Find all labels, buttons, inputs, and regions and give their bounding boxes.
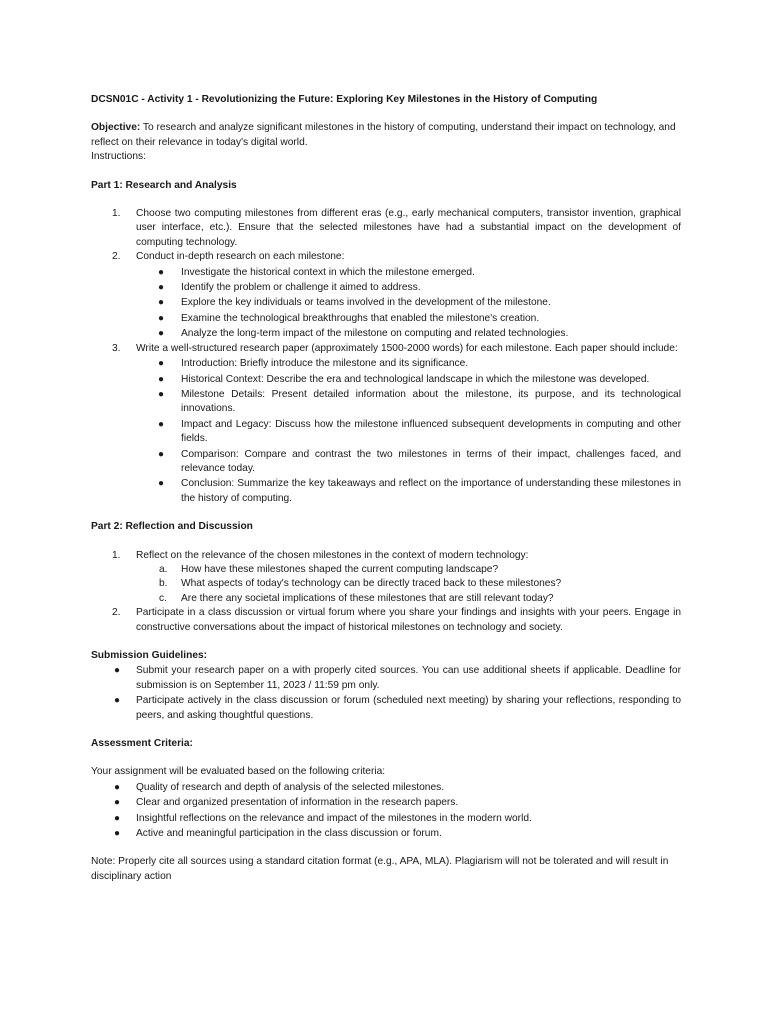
part2-item-text: Reflect on the relevance of the chosen milestones in the context of modern technology: — [136, 549, 529, 561]
submission-heading: Submission Guidelines: — [91, 650, 208, 661]
part2-list — [91, 549, 681, 635]
list-number: 1. — [112, 549, 121, 561]
list-item: ● Explore the key individuals or teams involved in the development of the milestone. — [136, 296, 681, 310]
bullet-list — [136, 357, 681, 506]
list-letter: a. — [159, 563, 168, 575]
bullet-icon: ● — [158, 266, 165, 278]
list-item: ● Participate actively in the class discussion or forum (scheduled next meeting) by sharing your reflections, responding to peers, and asking thoughtful questions. — [114, 695, 681, 721]
list-item: ● Insightful reflections on the relevance and impact of the milestones in the modern world. — [91, 812, 681, 826]
objective-text: To research and analyze significant milestones in the history of computing, understand their impact on technology, and reflect on their relevance in today's digital world. — [91, 122, 676, 148]
bullet-icon: ● — [114, 828, 121, 840]
bullet-icon: ● — [158, 282, 165, 294]
note-paragraph: Note: Properly cite all sources using a standard citation format (e.g., APA, MLA). Plagiarism will not be tolerated and will result in disciplinary action — [91, 856, 669, 882]
list-item: ● Conclusion: Summarize the key takeaways and reflect on the importance of understanding these milestones in the history of computing. — [158, 478, 681, 504]
list-item: ● Identify the problem or challenge it aimed to address. — [136, 281, 681, 295]
list-item: ● Examine the technological breakthroughs that enabled the milestone's creation. — [136, 312, 681, 326]
bullet-icon: ● — [158, 358, 165, 370]
list-item: ● Historical Context: Describe the era and technological landscape in which the milestone was developed. — [136, 373, 681, 387]
list-item: a. How have these milestones shaped the current computing landscape? — [136, 563, 681, 577]
part1-item — [91, 342, 681, 506]
part2-item — [91, 606, 681, 635]
sub-list — [136, 563, 681, 606]
part1-item — [91, 250, 681, 341]
bullet-icon: ● — [158, 328, 165, 340]
list-number: 1. — [112, 208, 121, 220]
part1-item-text: Conduct in-depth research on each milestone: — [136, 251, 345, 263]
bullet-icon: ● — [114, 812, 121, 824]
bullet-icon: ● — [158, 448, 165, 460]
list-item: ● Analyze the long-term impact of the milestone on computing and related technologies. — [136, 327, 681, 341]
list-item: ● Active and meaningful participation in the class discussion or forum. — [91, 827, 681, 841]
list-item: b. What aspects of today's technology can be directly traced back to these milestones? — [136, 577, 681, 591]
bullet-icon: ● — [114, 695, 121, 707]
list-letter: b. — [159, 578, 168, 590]
list-letter: c. — [159, 592, 167, 604]
part2-item — [91, 549, 681, 607]
assessment-intro: Your assignment will be evaluated based on the following criteria: — [91, 766, 386, 778]
list-number: 2. — [112, 251, 121, 263]
bullet-icon: ● — [158, 373, 165, 385]
document-title: DCSN01C - Activity 1 - Revolutionizing the Future: Exploring Key Milestones in the History of Computing — [91, 94, 598, 105]
list-item: ● Submit your research paper on a with properly cited sources. You can use additional sheets if applicable. Deadline for submission is on September 11, 2023 / 11:59 pm only. — [114, 665, 681, 691]
bullet-icon: ● — [114, 781, 121, 793]
bullet-icon: ● — [158, 388, 165, 400]
bullet-icon: ● — [158, 312, 165, 324]
bullet-icon: ● — [114, 797, 121, 809]
bullet-icon: ● — [114, 665, 121, 677]
submission-list — [91, 664, 681, 723]
list-item: ● Investigate the historical context in which the milestone emerged. — [136, 266, 681, 280]
list-item: ● Milestone Details: Present detailed information about the milestone, its purpose, and its technological innovations. — [158, 388, 681, 415]
part2-item-text: Participate in a class discussion or virtual forum where you share your findings and insights with your peers. Engage in constructive conversations about the impact of historical milestones on technology and society. — [136, 607, 681, 633]
part1-heading: Part 1: Research and Analysis — [91, 179, 237, 191]
objective-label: Objective: — [91, 122, 141, 134]
bullet-icon: ● — [158, 418, 165, 430]
list-item: ● Introduction: Briefly introduce the milestone and its significance. — [136, 357, 681, 371]
assessment-heading: Assessment Criteria: — [91, 738, 193, 750]
list-item: ● Impact and Legacy: Discuss how the milestone influenced subsequent developments in computing and other fields. — [158, 418, 681, 445]
list-number: 2. — [112, 607, 121, 619]
part2-heading: Part 2: Reflection and Discussion — [91, 521, 253, 533]
part1-item-text: Choose two computing milestones from different eras (e.g., early mechanical computers, transistor invention, graphical user interface, etc.). Ensure that the selected milestones have had a substantial impact on the development of computing technology. — [136, 208, 681, 248]
list-item: c. Are there any societal implications of these milestones that are still relevant today? — [136, 592, 681, 606]
part1-item — [91, 207, 681, 250]
instructions-label: Instructions: — [91, 151, 146, 163]
bullet-icon: ● — [158, 297, 165, 309]
bullet-icon: ● — [158, 478, 165, 490]
list-number: 3. — [112, 342, 121, 354]
list-item: ● Comparison: Compare and contrast the two milestones in terms of their impact, challenges faced, and relevance today. — [158, 448, 681, 474]
list-item: ● Clear and organized presentation of information in the research papers. — [91, 796, 681, 810]
part1-item-text: Write a well-structured research paper (approximately 1500-2000 words) for each milestone. Each paper should include: — [136, 342, 678, 354]
document-page — [91, 93, 681, 884]
objective-paragraph — [91, 121, 681, 150]
bullet-list — [136, 266, 681, 342]
assessment-list — [91, 781, 681, 842]
list-item: ● Quality of research and depth of analysis of the selected milestones. — [91, 781, 681, 795]
part1-list — [91, 207, 681, 506]
